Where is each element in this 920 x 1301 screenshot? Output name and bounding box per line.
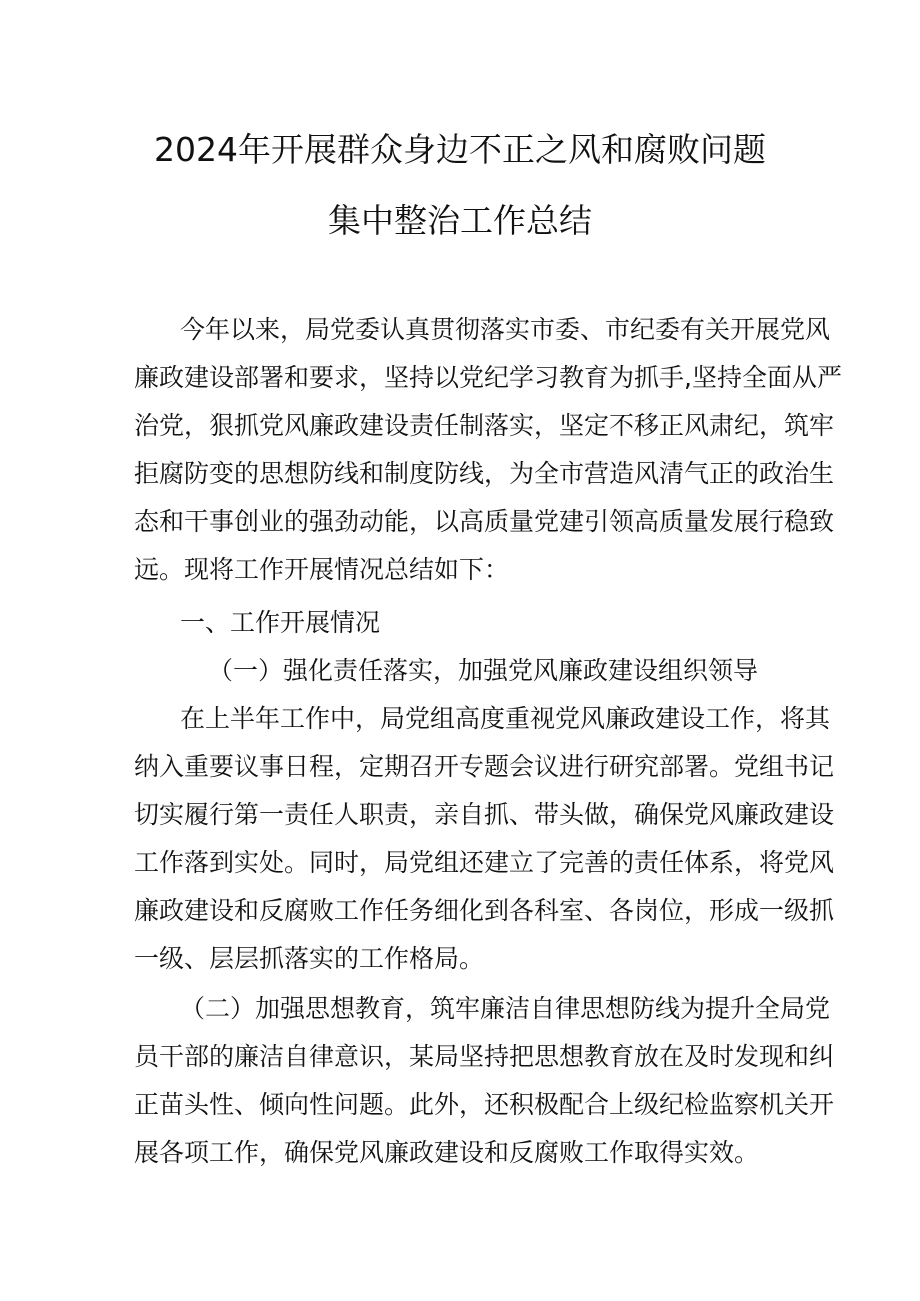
intro-line-5: 态和干事创业的强劲动能，以高质量党建引领高质量发展行稳致 <box>134 507 835 536</box>
subsection-1-line-5: 廉政建设和反腐败工作任务细化到各科室、各岗位，形成一级抓 <box>134 896 835 925</box>
subsection-2-line-3: 正苗头性、倾向性问题。此外，还积极配合上级纪检监察机关开 <box>134 1090 835 1119</box>
subsection-2-line-4: 展各项工作，确保党风廉政建设和反腐败工作取得实效。 <box>134 1138 760 1167</box>
subsection-2-line-1: （二）加强思想教育，筑牢廉洁自律思想防线为提升全局党 <box>180 994 831 1023</box>
section-heading <box>134 599 794 647</box>
subsection-1-paragraph <box>134 695 835 983</box>
document-title-line-2: 集中整治工作总结 <box>328 201 592 240</box>
document-title-line-1: 2024年开展群众身边不正之风和腐败问题 <box>154 130 766 169</box>
intro-line-3: 治党，狠抓党风廉政建设责任制落实，坚定不移正风肃纪，筑牢 <box>134 411 835 440</box>
subsection-2-line-2: 员干部的廉洁自律意识，某局坚持把思想教育放在及时发现和纠 <box>134 1042 835 1071</box>
intro-line-4: 拒腐防变的思想防线和制度防线，为全市营造风清气正的政治生 <box>134 459 835 488</box>
subsection-2-paragraph <box>134 985 835 1177</box>
subsection-1-line-3: 切实履行第一责任人职责，亲自抓、带头做，确保党风廉政建设 <box>134 800 835 829</box>
intro-line-1: 今年以来，局党委认真贯彻落实市委、市纪委有关开展党风 <box>180 315 831 344</box>
subsection-1-line-4: 工作落到实处。同时，局党组还建立了完善的责任体系，将党风 <box>134 848 835 877</box>
intro-paragraph <box>134 306 842 594</box>
intro-line-6: 远。现将工作开展情况总结如下： <box>134 555 510 584</box>
subsection-1-heading-text: （一）强化责任落实，加强党风廉政建设组织领导 <box>208 656 759 685</box>
subsection-1-line-1: 在上半年工作中，局党组高度重视党风廉政建设工作，将其 <box>180 704 831 733</box>
intro-line-2: 廉政建设部署和要求，坚持以党纪学习教育为抓手,坚持全面从严 <box>134 363 842 392</box>
subsection-1-line-6: 一级、层层抓落实的工作格局。 <box>134 944 485 973</box>
subsection-1-line-2: 纳入重要议事日程，定期召开专题会议进行研究部署。党组书记 <box>134 752 835 781</box>
section-heading-text: 一、工作开展情况 <box>180 608 381 637</box>
subsection-1-heading <box>134 647 794 695</box>
